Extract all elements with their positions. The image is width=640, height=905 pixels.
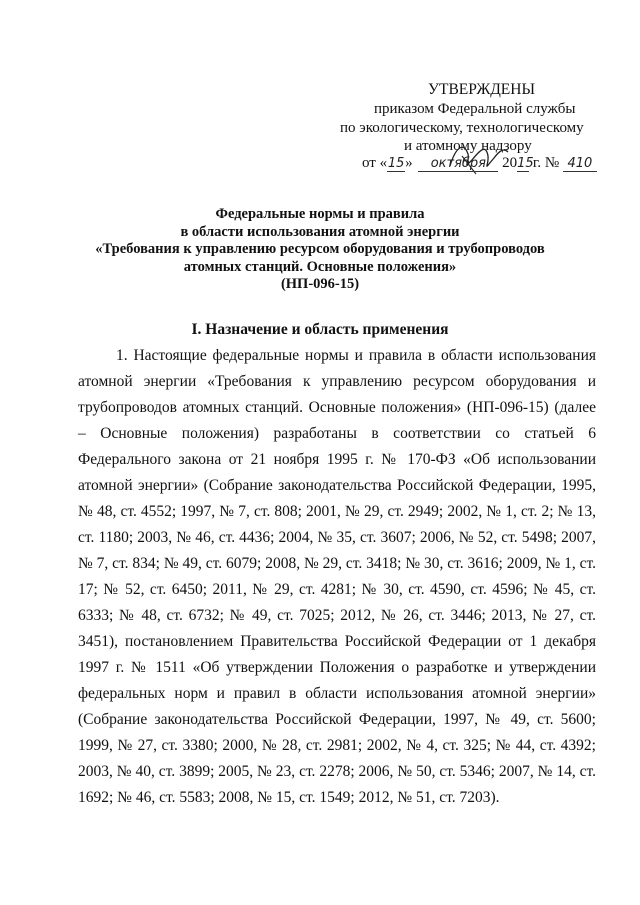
handwritten-month: октября [418, 156, 498, 172]
approval-authority-line: по экологическому, технологическому [340, 120, 584, 136]
heading-line: атомных станций. Основные положения» [183, 258, 457, 275]
approval-date-line [362, 153, 597, 173]
document-heading [40, 206, 600, 294]
paragraph: 1. Настоящие федеральные нормы и правила в области использования атомной энергии «Требования к управлению ресурсом оборудования и трубопроводов атомных станций. Основные положения» (НП-096-15) (далее – Основные положения) разработаны в соответствии со статьей 6 Федерального закона от 21 ноября 1995 г. № 170-ФЗ «Об использовании атомной энергии» (Собрание законодательства Российской Федерации, 1995, № 48, ст. 4552; 1997, № 7, ст. 808; 2001, № 29, ст. 2949; 2002, № 1, ст. 2; № 13, ст. 1180; 2003, № 46, ст. 4436; 2004, № 35, ст. 3607; 2006, № 52, ст. 5498; 2007, № 7, ст. 834; № 49, ст. 6079; 2008, № 29, ст. 3418; № 30, ст. 3616; 2009, № 1, ст. 17; № 52, ст. 6450; 2011, № 29, ст. 4281; № 30, ст. 4590, ст. 4596; № 45, ст. 6333; № 48, ст. 6732; № 49, ст. 7025; 2012, № 26, ст. 3446; 2013, № 27, ст. 3451), постановлением Правительства Российской Федерации от 1 декабря 1997 г. № 1511 «Об утверждении Положения о разработке и утверждении федеральных норм и правил в области использования атомной энергии» (Собрание законодательства Российской Федерации, 1997, № 49, ст. 5600; 1999, № 27, ст. 3380; 2000, № 28, ст. 2981; 2002, № 4, ст. 325; № 44, ст. 4392; 2003, № 40, ст. 3899; 2005, № 23, ст. 2278; 2006, № 50, ст. 5346; 2007, № 14, ст. 1692; № 46, ст. 5583; 2008, № 15, ст. 1549; 2012, № 51, ст. 7203). [78, 347, 596, 806]
date-quote-close: » [405, 155, 413, 171]
approval-authority-line: приказом Федеральной службы [374, 101, 576, 117]
heading-code: (НП-096-15) [280, 276, 360, 292]
heading-line: в области использования атомной энергии [180, 223, 460, 240]
approval-authority-line: и атомному надзору [404, 138, 532, 154]
body-text [78, 343, 596, 811]
number-label: г. № [532, 155, 560, 171]
heading-line: Федеральные нормы и правила [215, 206, 425, 222]
date-prefix: от « [362, 155, 388, 171]
heading-line: «Требования к управлению ресурсом оборудования и трубопроводов [95, 241, 545, 257]
handwritten-order-number: 410 [563, 156, 597, 172]
section-title: I. Назначение и область применения [191, 321, 449, 338]
year-prefix: 20 [502, 155, 518, 171]
approval-title: УТВЕРЖДЕНЫ [428, 81, 535, 98]
handwritten-day: 15 [387, 156, 405, 171]
handwritten-year: 15 [517, 156, 534, 171]
